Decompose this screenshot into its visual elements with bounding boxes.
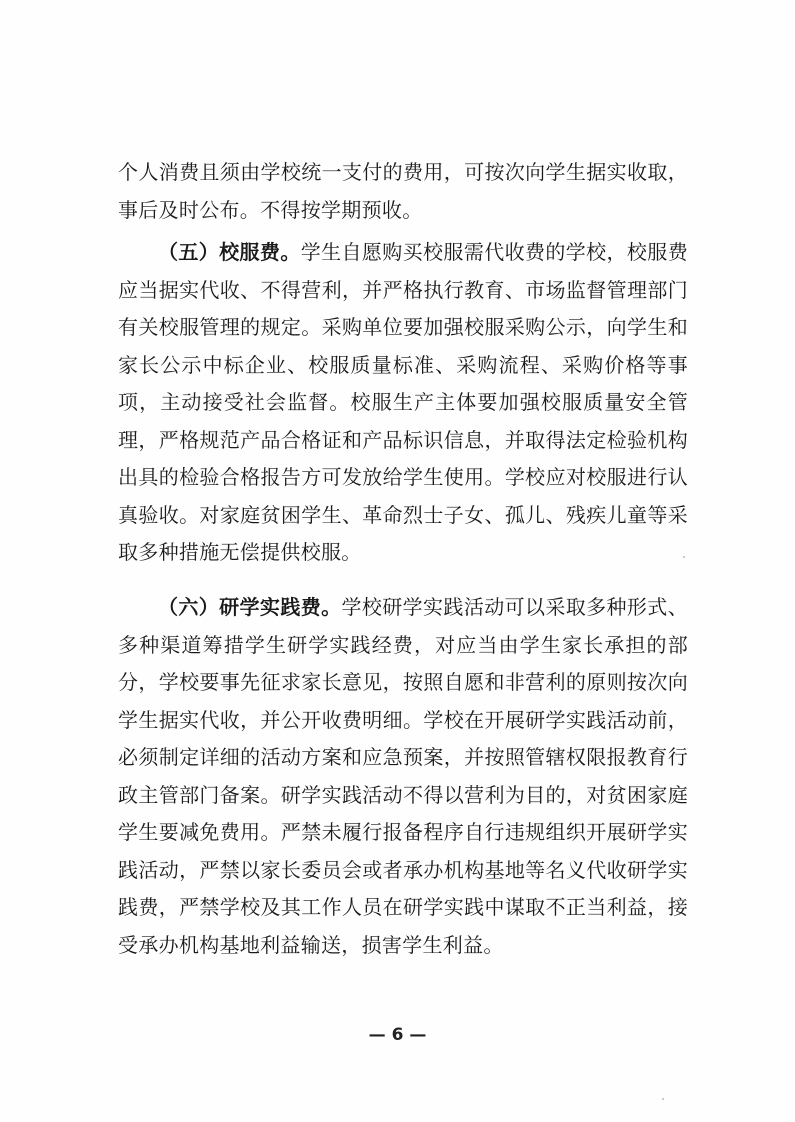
paragraph-body: [118, 589, 688, 964]
section-heading-uniform-fee: （五）校服费。: [158, 240, 301, 264]
page-number: — 6 —: [368, 1025, 427, 1045]
paragraph-text: 学校研学实践活动可以采取多种形式、多种渠道筹措学生研学实践经费，对应当由学生家长承担的部分，学校要事先征求家长意见，按照自愿和非营利的原则按次向学生据实代收，并公开收费明细。学校在开展研学实践活动前，必须制定详细的活动方案和应急预案，并按照管辖权限报教育行政主管部门备案。研学实践活动不得以营利为目的，对贫困家庭学生要减免费用。严禁未履行报备程序自行违规组织开展研学实践活动，严禁以家长委员会或者承办机构基地等名义代收研学实践费，严禁学校及其工作人员在研学实践中谋取不正当利益，接受承办机构基地利益输送，损害学生利益。: [118, 595, 688, 957]
paragraph-study-practice-fee: [118, 589, 688, 964]
paragraph-continuation: [118, 154, 688, 229]
paragraph-uniform-fee: [118, 234, 688, 572]
section-heading-study-practice-fee: （六）研学实践费。: [158, 595, 342, 619]
paragraph-text: 学生自愿购买校服需代收费的学校，校服费应当据实代收、不得营利，并严格执行教育、市场监督管理部门有关校服管理的规定。采购单位要加强校服采购公示，向学生和家长公示中标企业、校服质量标准、采购流程、采购价格等事项，主动接受社会监督。校服生产主体要加强校服质量安全管理，严格规范产品合格证和产品标识信息，并取得法定检验机构出具的检验合格报告方可发放给学生使用。学校应对校服进行认真验收。对家庭贫困学生、革命烈士子女、孤儿、残疾儿童等采取多种措施无偿提供校服。: [118, 240, 688, 564]
scan-dust-mark: [662, 1098, 664, 1100]
scan-dust-mark: [683, 556, 685, 558]
paragraph-text: 个人消费且须由学校统一支付的费用，可按次向学生据实收取，事后及时公布。不得按学期预收。: [118, 160, 688, 222]
paragraph-body: [118, 234, 688, 572]
